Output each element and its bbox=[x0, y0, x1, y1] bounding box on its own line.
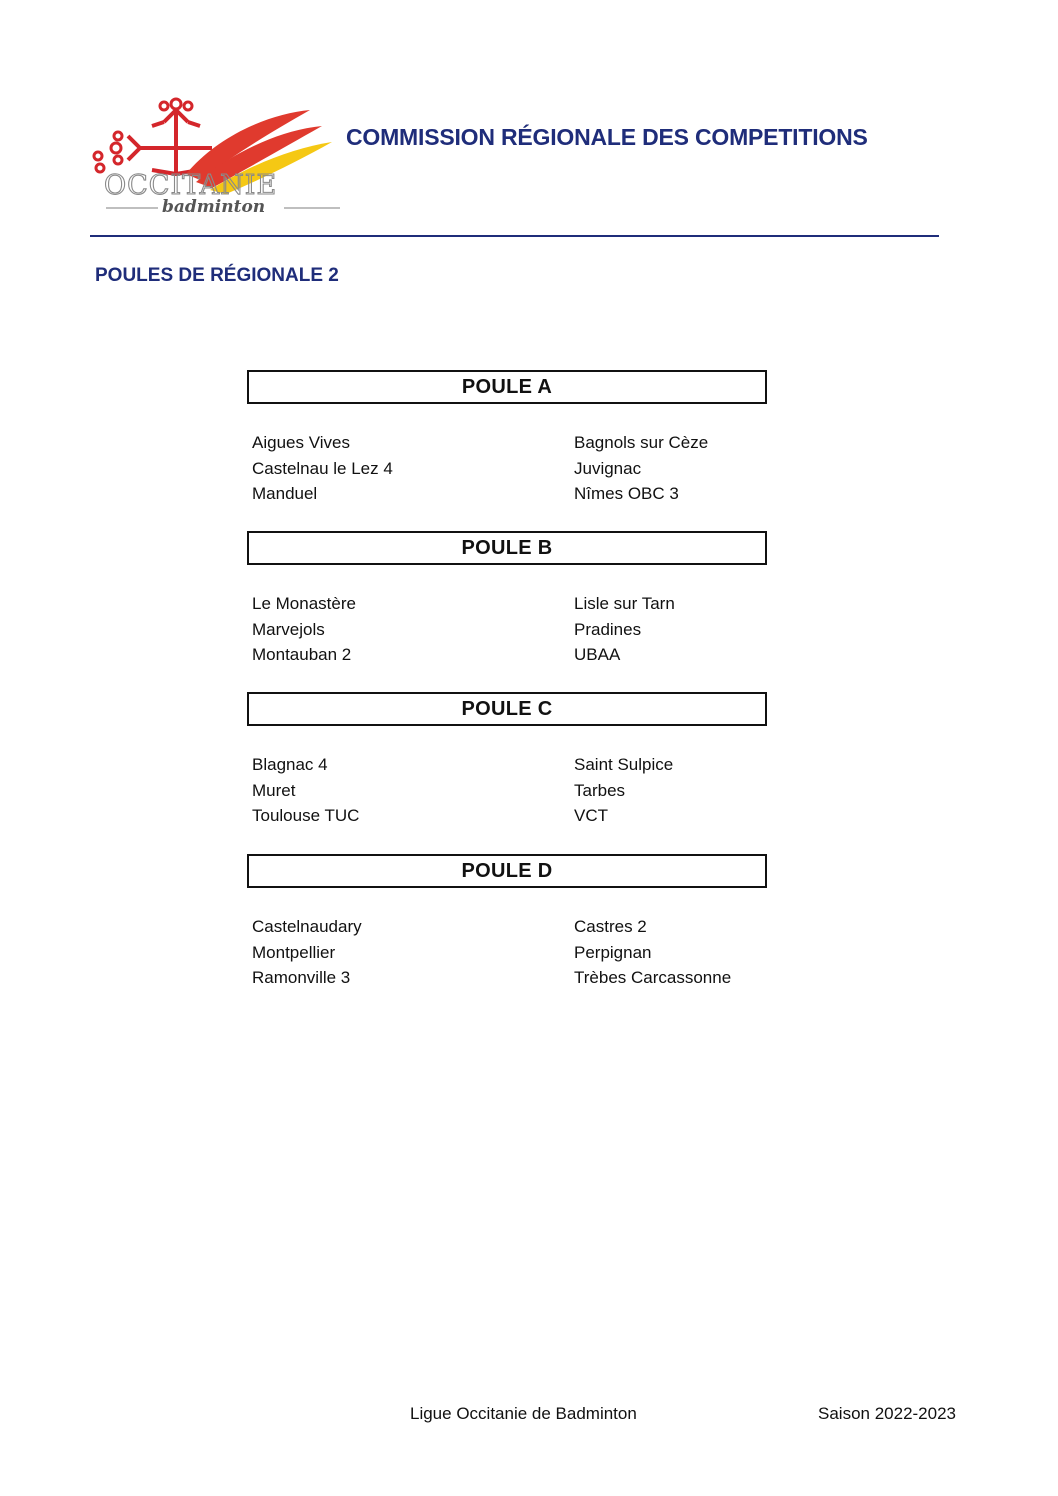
team-name: Castres 2 bbox=[574, 917, 647, 936]
team-name: Nîmes OBC 3 bbox=[574, 484, 679, 503]
team-name: Aigues Vives bbox=[252, 433, 350, 452]
team-name: Bagnols sur Cèze bbox=[574, 433, 709, 452]
occitanie-badminton-logo bbox=[88, 96, 344, 216]
footer-season: Saison 2022-2023 bbox=[818, 1404, 957, 1423]
team-name: Castelnaudary bbox=[252, 917, 362, 936]
team-name: Perpignan bbox=[574, 943, 652, 962]
team-list bbox=[247, 754, 767, 832]
poule-header: POULE A bbox=[247, 370, 767, 404]
team-name: VCT bbox=[574, 806, 608, 825]
team-name: Montauban 2 bbox=[252, 645, 352, 664]
team-list bbox=[247, 593, 767, 671]
team-name: Saint Sulpice bbox=[574, 755, 674, 774]
footer-league: Ligue Occitanie de Badminton bbox=[410, 1404, 637, 1423]
team-name: Lisle sur Tarn bbox=[574, 594, 675, 613]
logo-graphic bbox=[88, 96, 344, 216]
team-name: Montpellier bbox=[252, 943, 336, 962]
team-name: Manduel bbox=[252, 484, 318, 503]
poule-header: POULE C bbox=[247, 692, 767, 726]
poule-header: POULE D bbox=[247, 854, 767, 888]
logo-sub-text: badminton bbox=[162, 197, 266, 216]
poule-header: POULE B bbox=[247, 531, 767, 565]
team-name: Marvejols bbox=[252, 620, 325, 639]
team-name: Le Monastère bbox=[252, 594, 356, 613]
logo-brand-text: OCCITANIE bbox=[104, 170, 278, 201]
team-list bbox=[247, 916, 767, 994]
team-list bbox=[247, 432, 767, 510]
team-name: UBAA bbox=[574, 645, 621, 664]
poule-c bbox=[247, 692, 767, 832]
team-name: Juvignac bbox=[574, 459, 642, 478]
team-name: Toulouse TUC bbox=[252, 806, 360, 825]
team-name: Castelnau le Lez 4 bbox=[252, 459, 393, 478]
commission-title: COMMISSION RÉGIONALE DES COMPETITIONS bbox=[346, 124, 868, 150]
team-name: Pradines bbox=[574, 620, 642, 639]
team-name: Trèbes Carcassonne bbox=[574, 968, 732, 987]
team-name: Tarbes bbox=[574, 781, 626, 800]
team-name: Muret bbox=[252, 781, 296, 800]
team-name: Ramonville 3 bbox=[252, 968, 351, 987]
poule-b bbox=[247, 531, 767, 671]
poule-a bbox=[247, 370, 767, 510]
page-title: POULES DE RÉGIONALE 2 bbox=[95, 265, 339, 286]
header-divider bbox=[90, 235, 939, 237]
poule-d bbox=[247, 854, 767, 994]
team-name: Blagnac 4 bbox=[252, 755, 328, 774]
